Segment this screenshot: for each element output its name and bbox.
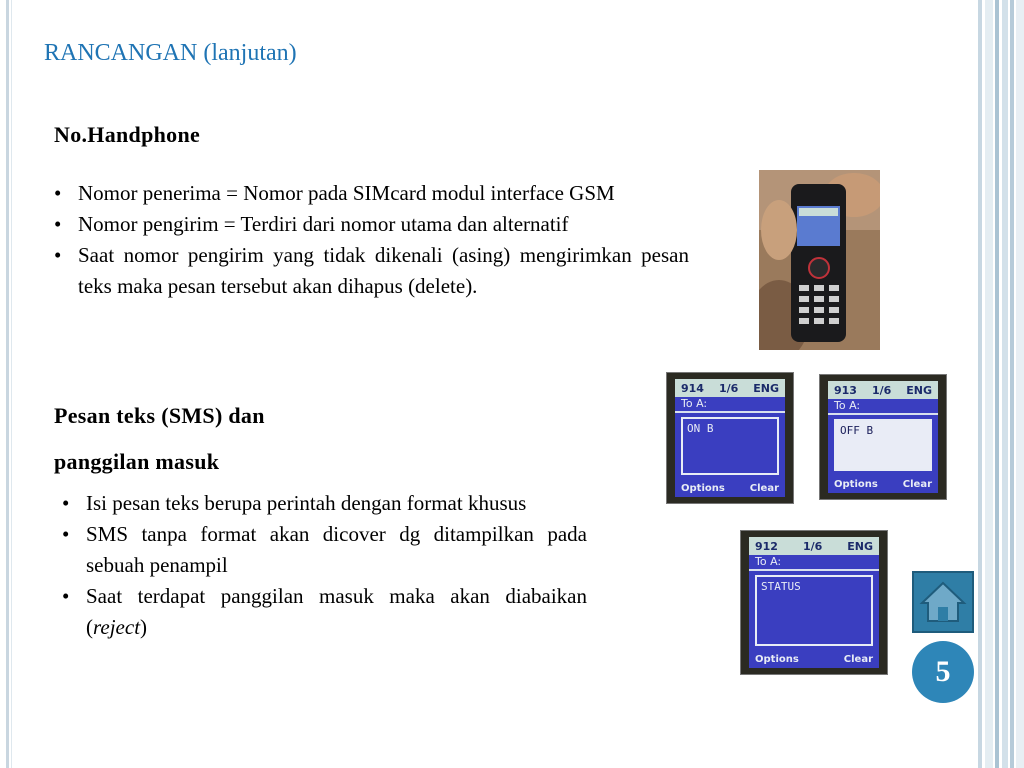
- home-button[interactable]: [912, 571, 974, 633]
- section-heading-sms-line1: Pesan teks (SMS) dan: [54, 403, 265, 428]
- list-item: • Nomor penerima = Nomor pada SIMcard modul interface GSM: [54, 178, 689, 209]
- options-softkey: Options: [755, 653, 799, 665]
- recipient-row: To A:: [749, 555, 879, 571]
- page-indicator: 1/6: [718, 381, 739, 395]
- status-bar: [749, 537, 879, 555]
- phone-photo: [759, 170, 880, 350]
- status-bar: [675, 379, 785, 397]
- phone-photo-illustration: [759, 170, 880, 350]
- right-stripe: [985, 0, 993, 768]
- slide-title: RANCANGAN (lanjutan): [44, 40, 297, 66]
- list-item: • Isi pesan teks berupa perintah dengan format khusus: [62, 488, 587, 519]
- right-stripe: [978, 0, 982, 768]
- softkey-bar: [828, 475, 938, 493]
- char-count: 913: [834, 383, 857, 397]
- softkey-bar: [749, 650, 879, 668]
- language-indicator: ENG: [753, 381, 779, 395]
- list-item-italic: reject: [93, 615, 141, 639]
- clear-softkey: Clear: [902, 478, 932, 490]
- left-border-inner: [11, 0, 12, 768]
- message-body: OFF B: [834, 419, 932, 471]
- list-item-text: ): [140, 615, 148, 639]
- handphone-bullet-list: [54, 178, 689, 302]
- language-indicator: ENG: [906, 383, 932, 397]
- clear-softkey: Clear: [843, 653, 873, 665]
- char-count: 914: [681, 381, 704, 395]
- clear-softkey: Clear: [749, 482, 779, 494]
- options-softkey: Options: [681, 482, 725, 494]
- char-count: 912: [755, 539, 778, 553]
- section-heading-sms-line2: panggilan masuk: [54, 449, 220, 474]
- right-stripe: [1002, 0, 1008, 768]
- language-indicator: ENG: [847, 539, 873, 553]
- options-softkey: Options: [834, 478, 878, 490]
- phone-screen-off: [819, 374, 947, 500]
- page-indicator: 1/6: [802, 539, 823, 553]
- status-bar: [828, 381, 938, 399]
- right-stripe: [995, 0, 999, 768]
- page-indicator: 1/6: [871, 383, 892, 397]
- list-item: [62, 581, 587, 643]
- recipient-row: To A:: [675, 397, 785, 413]
- softkey-bar: [675, 479, 785, 497]
- left-border: [6, 0, 9, 768]
- right-stripe: [1010, 0, 1014, 768]
- lcd-display: [828, 381, 938, 493]
- message-body: ON B: [681, 417, 779, 475]
- list-item-text: Saat terdapat panggilan masuk maka akan diabaikan (: [86, 584, 587, 639]
- list-item: • Saat nomor pengirim yang tidak dikenali (asing) mengirimkan pesan teks maka pesan tersebut akan dihapus (delete).: [54, 240, 689, 302]
- lcd-display: [675, 379, 785, 497]
- home-icon: [914, 573, 972, 631]
- right-stripe: [1016, 0, 1024, 768]
- list-item: • SMS tanpa format akan dicover dg ditampilkan pada sebuah penampil: [62, 519, 587, 581]
- message-body: STATUS: [755, 575, 873, 646]
- sms-bullet-list: [62, 488, 587, 643]
- recipient-row: To A:: [828, 399, 938, 415]
- phone-screen-on: [666, 372, 794, 504]
- list-item: • Nomor pengirim = Terdiri dari nomor utama dan alternatif: [54, 209, 689, 240]
- page-number-badge: 5: [912, 641, 974, 703]
- phone-screen-status: [740, 530, 888, 675]
- section-heading-handphone: No.Handphone: [54, 122, 201, 147]
- lcd-display: [749, 537, 879, 668]
